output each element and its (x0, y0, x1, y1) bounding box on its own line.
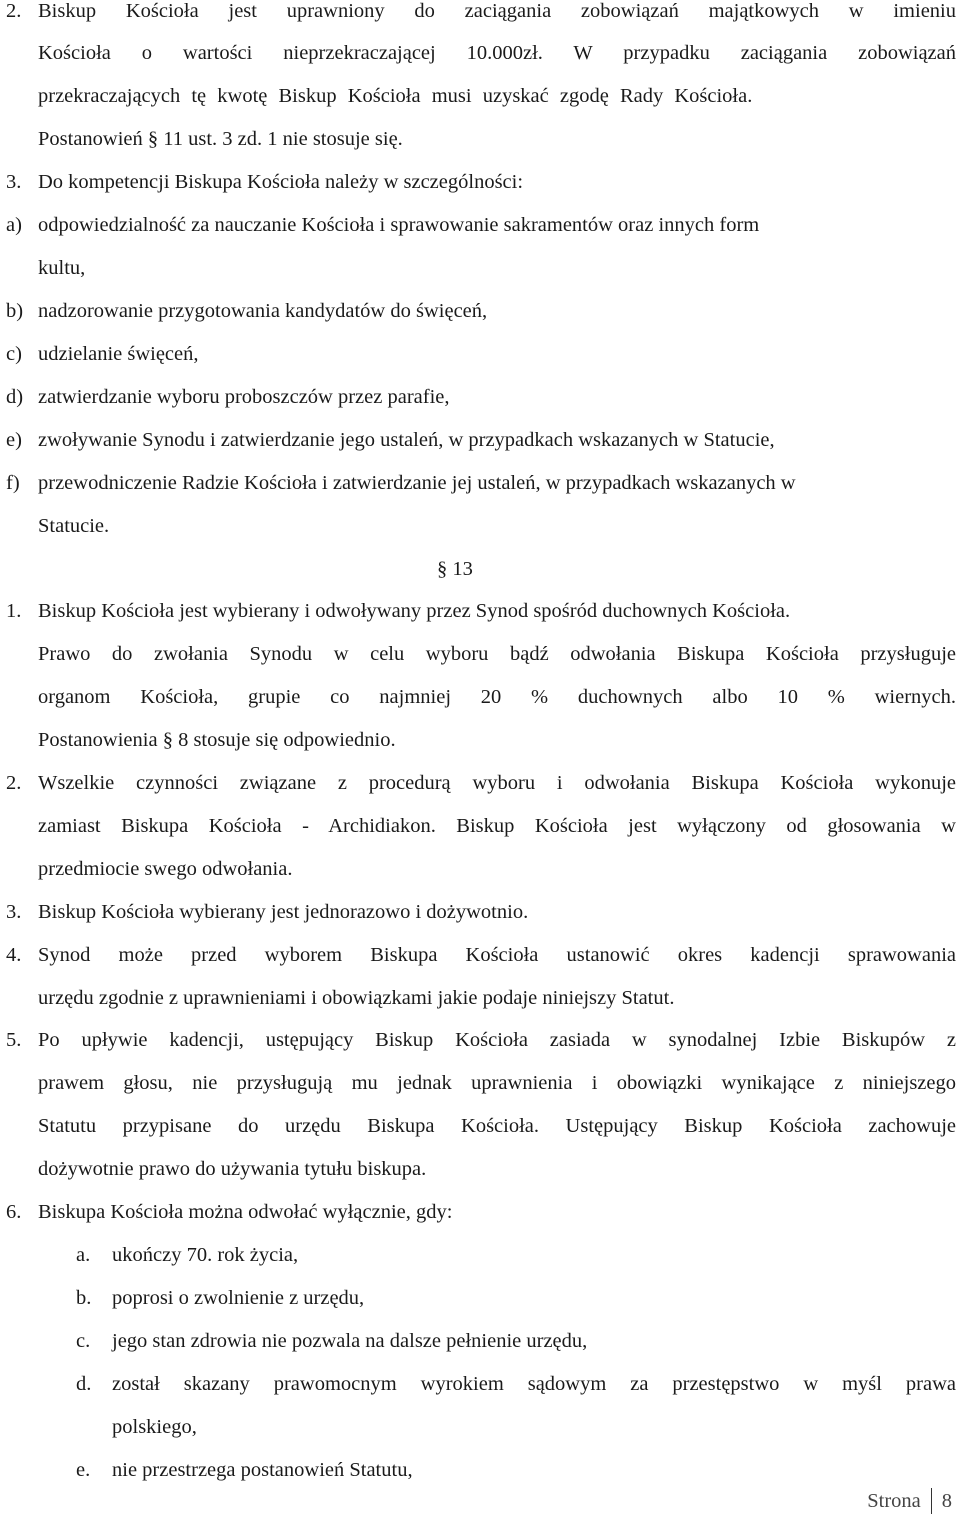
point-text: Synod może przed wyborem Biskupa Kościoła ustanowić okres kadencji sprawowania (38, 944, 956, 966)
list-label: b) (6, 300, 24, 322)
point-text: Statutu przypisane do urzędu Biskupa Kościoła. Ustępujący Biskup Kościoła zachowuje (38, 1115, 956, 1137)
list-text: odpowiedzialność za nauczanie Kościoła i sprawowanie sakramentów oraz innych form (38, 214, 760, 236)
page-number: 8 (941, 1490, 952, 1512)
point-number: 1. (6, 600, 22, 622)
list-text: Statucie. (38, 515, 110, 537)
page-label: Strona (867, 1490, 921, 1512)
paragraph-number: 3. (6, 171, 22, 193)
point-text: Biskup Kościoła jest wybierany i odwoływany przez Synod spośród duchownych Kościoła. (38, 600, 791, 622)
point-text: Prawo do zwołania Synodu w celu wyboru bądź odwołania Biskupa Kościoła przysługuje (38, 643, 956, 665)
subitem-text: nie przestrzega postanowień Statutu, (112, 1459, 413, 1481)
point-number: 3. (6, 901, 22, 923)
subitem-text: polskiego, (112, 1416, 197, 1438)
paragraph-text: Kościoła o wartości nieprzekraczającej 10.000zł. W przypadku zaciągania zobowiązań (38, 42, 956, 64)
subitem-label: b. (76, 1287, 92, 1309)
list-text: kultu, (38, 257, 86, 279)
list-label: c) (6, 343, 22, 365)
point-number: 4. (6, 944, 22, 966)
paragraph-number: 2. (6, 0, 22, 22)
paragraph-text: Biskup Kościoła jest uprawniony do zaciągania zobowiązań majątkowych w imieniu (38, 0, 956, 22)
list-text: zwoływanie Synodu i zatwierdzanie jego ustaleń, w przypadkach wskazanych w Statucie, (38, 429, 775, 451)
subitem-text: jego stan zdrowia nie pozwala na dalsze pełnienie urzędu, (112, 1330, 588, 1352)
list-label: e) (6, 429, 22, 451)
paragraph-text: Do kompetencji Biskupa Kościoła należy w szczególności: (38, 171, 524, 193)
point-number: 5. (6, 1029, 22, 1051)
list-text: nadzorowanie przygotowania kandydatów do święceń, (38, 300, 488, 322)
subitem-label: a. (76, 1244, 91, 1266)
page-footer (867, 1488, 952, 1514)
point-number: 2. (6, 772, 22, 794)
paragraph-text: Postanowień § 11 ust. 3 zd. 1 nie stosuje się. (38, 128, 403, 150)
subitem-text: poprosi o zwolnienie z urzędu, (112, 1287, 365, 1309)
point-text: zamiast Biskupa Kościoła - Archidiakon. Biskup Kościoła jest wyłączony od głosowania w (38, 815, 956, 837)
list-text: udzielanie święceń, (38, 343, 199, 365)
section-number: § 13 (437, 558, 473, 580)
subitem-label: d. (76, 1373, 92, 1395)
list-label: f) (6, 472, 20, 494)
point-text: Po upływie kadencji, ustępujący Biskup Kościoła zasiada w synodalnej Izbie Biskupów z (38, 1029, 956, 1051)
point-text: urzędu zgodnie z uprawnieniami i obowiązkami jakie podaje niniejszy Statut. (38, 987, 675, 1009)
subitem-label: e. (76, 1459, 91, 1481)
point-text: organom Kościoła, grupie co najmniej 20 % duchownych albo 10 % wiernych. (38, 686, 956, 708)
point-text: prawem głosu, nie przysługują mu jednak uprawnienia i obowiązki wynikające z niniejszego (38, 1072, 956, 1094)
point-text: dożywotnie prawo do używania tytułu biskupa. (38, 1158, 427, 1180)
subitem-label: c. (76, 1330, 91, 1352)
point-text: Biskupa Kościoła można odwołać wyłącznie, gdy: (38, 1201, 453, 1223)
point-text: Biskup Kościoła wybierany jest jednorazowo i dożywotnio. (38, 901, 529, 923)
paragraph-text: przekraczających tę kwotę Biskup Kościoła musi uzyskać zgodę Rady Kościoła. (38, 85, 753, 107)
point-number: 6. (6, 1201, 22, 1223)
point-text: przedmiocie swego odwołania. (38, 858, 293, 880)
subitem-text: ukończy 70. rok życia, (112, 1244, 299, 1266)
point-text: Wszelkie czynności związane z procedurą wyboru i odwołania Biskupa Kościoła wykonuje (38, 772, 956, 794)
subitem-text: został skazany prawomocnym wyrokiem sądowym za przestępstwo w myśl prawa (112, 1373, 956, 1395)
list-text: przewodniczenie Radzie Kościoła i zatwierdzanie jej ustaleń, w przypadkach wskazanych w (38, 472, 796, 494)
list-label: a) (6, 214, 22, 236)
list-label: d) (6, 386, 24, 408)
list-text: zatwierdzanie wyboru proboszczów przez parafie, (38, 386, 450, 408)
footer-divider (931, 1488, 932, 1514)
point-text: Postanowienia § 8 stosuje się odpowiednio. (38, 729, 396, 751)
